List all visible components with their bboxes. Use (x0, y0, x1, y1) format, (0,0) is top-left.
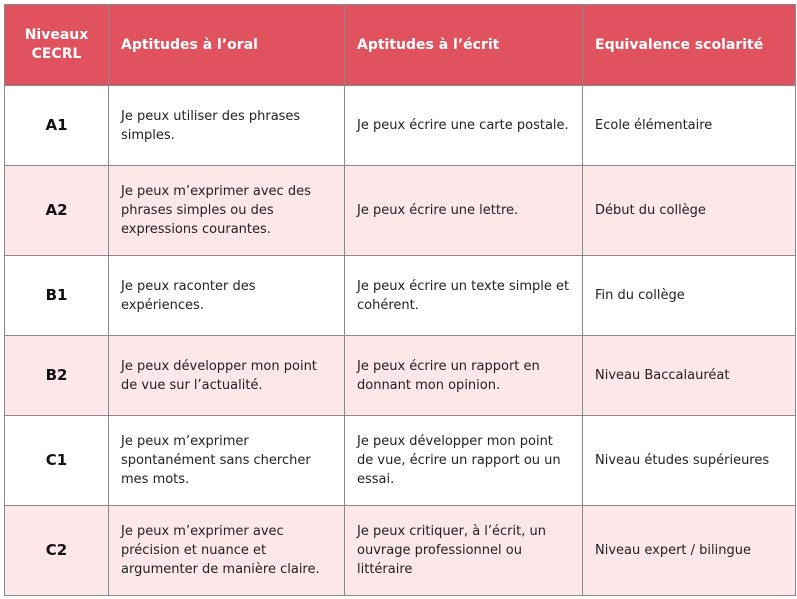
written-cell: Je peux écrire un texte simple et cohérent. (345, 256, 583, 336)
equivalence-cell: Niveau Baccalauréat (583, 336, 796, 416)
oral-cell: Je peux raconter des expériences. (109, 256, 345, 336)
oral-cell: Je peux m’exprimer avec des phrases simples ou des expressions courantes. (109, 166, 345, 256)
oral-cell: Je peux développer mon point de vue sur l’actualité. (109, 336, 345, 416)
level-cell: A2 (5, 166, 109, 256)
header-row (5, 5, 796, 86)
table-body (5, 86, 796, 596)
oral-cell: Je peux m’exprimer avec précision et nuance et argumenter de manière claire. (109, 506, 345, 596)
header-level: Niveaux CECRL (5, 5, 109, 86)
table-row-a1 (5, 86, 796, 166)
equivalence-cell: Ecole élémentaire (583, 86, 796, 166)
written-cell: Je peux critiquer, à l’écrit, un ouvrage professionnel ou littéraire (345, 506, 583, 596)
equivalence-cell: Niveau études supérieures (583, 416, 796, 506)
header-written: Aptitudes à l’écrit (345, 5, 583, 86)
written-cell: Je peux développer mon point de vue, écrire un rapport ou un essai. (345, 416, 583, 506)
table-row-b1 (5, 256, 796, 336)
table-row-c2 (5, 506, 796, 596)
written-cell: Je peux écrire une carte postale. (345, 86, 583, 166)
level-cell: B2 (5, 336, 109, 416)
cecrl-levels-table (4, 4, 796, 596)
equivalence-cell: Niveau expert / bilingue (583, 506, 796, 596)
equivalence-cell: Fin du collège (583, 256, 796, 336)
table-row-a2 (5, 166, 796, 256)
level-cell: A1 (5, 86, 109, 166)
equivalence-cell: Début du collège (583, 166, 796, 256)
header-equivalence: Equivalence scolarité (583, 5, 796, 86)
table-header (5, 5, 796, 86)
level-cell: C1 (5, 416, 109, 506)
level-cell: B1 (5, 256, 109, 336)
level-cell: C2 (5, 506, 109, 596)
written-cell: Je peux écrire une lettre. (345, 166, 583, 256)
oral-cell: Je peux utiliser des phrases simples. (109, 86, 345, 166)
header-oral: Aptitudes à l’oral (109, 5, 345, 86)
table-row-b2 (5, 336, 796, 416)
table-row-c1 (5, 416, 796, 506)
oral-cell: Je peux m’exprimer spontanément sans chercher mes mots. (109, 416, 345, 506)
written-cell: Je peux écrire un rapport en donnant mon opinion. (345, 336, 583, 416)
